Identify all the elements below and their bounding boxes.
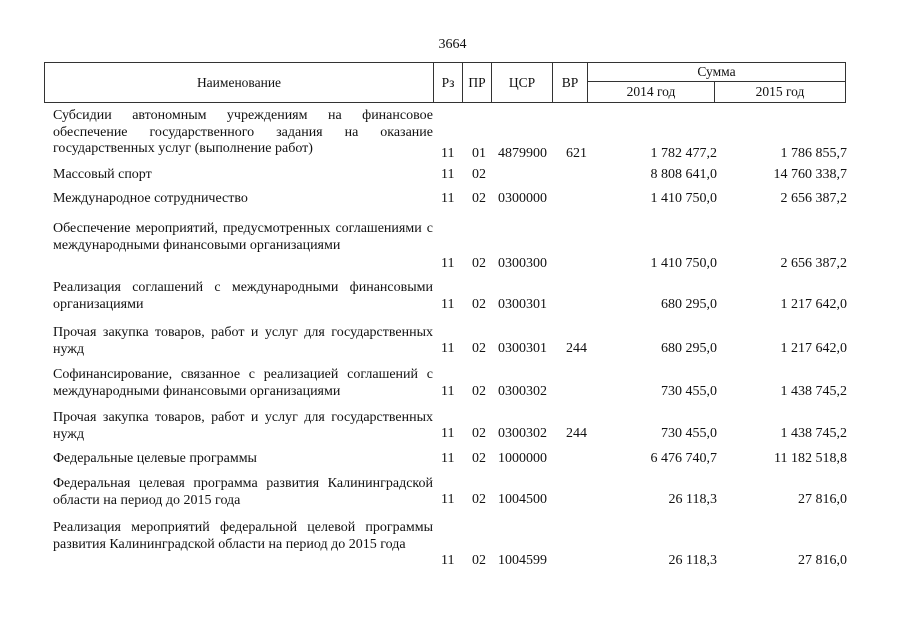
row-name: Софинансирование, связанное с реализацией соглашений с международными финансовыми организациями <box>53 367 433 399</box>
header-2014: 2014 год <box>588 82 715 103</box>
table-row <box>0 106 905 162</box>
row-pr: 02 <box>472 341 486 356</box>
row-csr: 0300301 <box>498 341 547 356</box>
row-pr: 02 <box>472 553 486 568</box>
row-rz: 11 <box>441 341 455 356</box>
row-rz: 11 <box>441 384 455 399</box>
row-2015: 1 217 642,0 <box>780 341 847 356</box>
row-vr: 244 <box>566 341 587 356</box>
row-2014: 680 295,0 <box>661 297 717 312</box>
row-2015: 1 786 855,7 <box>780 146 847 161</box>
row-rz: 11 <box>441 256 455 271</box>
row-2014: 26 118,3 <box>668 553 717 568</box>
row-name: Реализация мероприятий федеральной целевой программы развития Калининградской области на период до 2015 года <box>53 520 433 552</box>
row-2014: 730 455,0 <box>661 426 717 441</box>
row-2014: 26 118,3 <box>668 492 717 507</box>
header-2015: 2015 год <box>715 82 846 103</box>
row-2014: 1 782 477,2 <box>650 146 717 161</box>
row-2015: 1 217 642,0 <box>780 297 847 312</box>
table-row <box>0 210 905 274</box>
table-row <box>0 162 905 186</box>
row-2014: 8 808 641,0 <box>650 167 717 182</box>
page-number: 3664 <box>438 37 467 52</box>
header-csr: ЦСР <box>492 63 553 103</box>
row-2014: 1 410 750,0 <box>650 256 717 271</box>
row-2014: 730 455,0 <box>661 384 717 399</box>
row-pr: 02 <box>472 256 486 271</box>
row-csr: 4879900 <box>498 146 547 161</box>
row-csr: 0300302 <box>498 384 547 399</box>
row-name: Обеспечение мероприятий, предусмотренных соглашениями с международными финансовыми организациями <box>53 221 433 253</box>
row-name: Субсидии автономным учреждениям на финансовое обеспечение государственного задания на оказание государственных услуг (выполнение работ) <box>53 108 433 156</box>
row-pr: 02 <box>472 191 486 206</box>
table-row <box>0 470 905 513</box>
row-vr: 621 <box>566 146 587 161</box>
header-vr: ВР <box>553 63 588 103</box>
row-name: Массовый спорт <box>53 167 152 182</box>
row-csr: 1000000 <box>498 451 547 466</box>
row-rz: 11 <box>441 297 455 312</box>
row-pr: 02 <box>472 297 486 312</box>
table-row <box>0 446 905 470</box>
row-pr: 02 <box>472 492 486 507</box>
row-rz: 11 <box>441 492 455 507</box>
row-pr: 01 <box>472 146 486 161</box>
budget-rows <box>0 106 905 577</box>
header-name: Наименование <box>45 63 434 103</box>
row-csr: 0300000 <box>498 191 547 206</box>
row-2015: 2 656 387,2 <box>780 191 847 206</box>
row-name: Федеральная целевая программа развития Калининградской области на период до 2015 года <box>53 476 433 508</box>
header-sum: Сумма <box>588 63 846 82</box>
row-pr: 02 <box>472 167 486 182</box>
row-name: Прочая закупка товаров, работ и услуг для государственных нужд <box>53 410 433 442</box>
table-row <box>0 361 905 404</box>
row-2015: 27 816,0 <box>798 492 847 507</box>
row-pr: 02 <box>472 426 486 441</box>
row-vr: 244 <box>566 426 587 441</box>
row-rz: 11 <box>441 146 455 161</box>
table-row <box>0 404 905 446</box>
row-2015: 2 656 387,2 <box>780 256 847 271</box>
row-name: Федеральные целевые программы <box>53 451 257 466</box>
row-2015: 14 760 338,7 <box>773 167 847 182</box>
table-header <box>44 62 846 103</box>
row-csr: 0300302 <box>498 426 547 441</box>
row-csr: 1004599 <box>498 553 547 568</box>
table-row <box>0 513 905 577</box>
row-2015: 11 182 518,8 <box>774 451 847 466</box>
row-rz: 11 <box>441 553 455 568</box>
row-rz: 11 <box>441 167 455 182</box>
row-pr: 02 <box>472 451 486 466</box>
row-2015: 27 816,0 <box>798 553 847 568</box>
row-2015: 1 438 745,2 <box>780 426 847 441</box>
row-2014: 680 295,0 <box>661 341 717 356</box>
table-row <box>0 186 905 210</box>
row-pr: 02 <box>472 384 486 399</box>
header-rz: Рз <box>434 63 463 103</box>
row-rz: 11 <box>441 426 455 441</box>
row-name: Прочая закупка товаров, работ и услуг для государственных нужд <box>53 325 433 357</box>
row-2014: 6 476 740,7 <box>650 451 717 466</box>
row-2015: 1 438 745,2 <box>780 384 847 399</box>
row-csr: 1004500 <box>498 492 547 507</box>
row-csr: 0300300 <box>498 256 547 271</box>
table-row <box>0 274 905 318</box>
table-row <box>0 318 905 361</box>
row-name: Реализация соглашений с международными финансовыми организациями <box>53 280 433 312</box>
row-2014: 1 410 750,0 <box>650 191 717 206</box>
row-csr: 0300301 <box>498 297 547 312</box>
row-rz: 11 <box>441 451 455 466</box>
row-name: Международное сотрудничество <box>53 191 248 206</box>
row-rz: 11 <box>441 191 455 206</box>
header-pr: ПР <box>463 63 492 103</box>
